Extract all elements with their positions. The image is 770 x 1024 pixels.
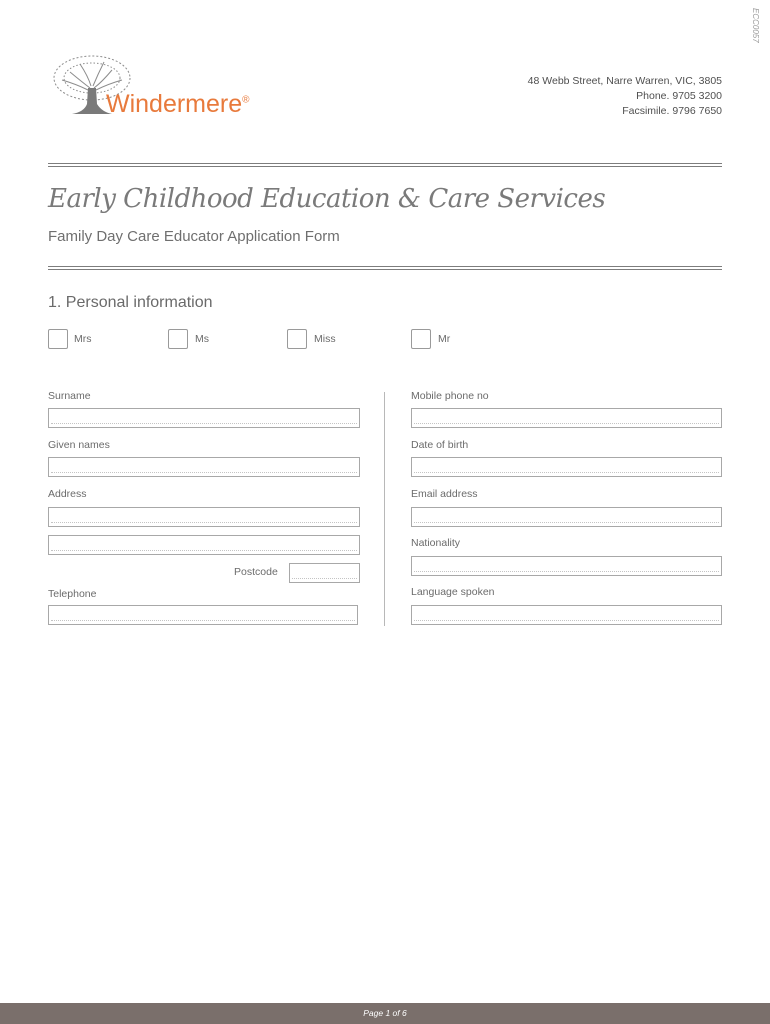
language-field[interactable] [411, 605, 722, 625]
column-divider [384, 392, 385, 626]
mobile-field[interactable] [411, 408, 722, 428]
postcode-field[interactable] [289, 563, 360, 583]
label-surname: Surname [48, 390, 91, 402]
title-divider [48, 266, 722, 270]
checkbox-ms[interactable] [168, 329, 188, 349]
label-mrs: Mrs [74, 333, 92, 345]
page-number: Page 1 of 6 [363, 1008, 407, 1018]
label-postcode: Postcode [234, 566, 278, 578]
label-address: Address [48, 488, 87, 500]
label-miss: Miss [314, 333, 336, 345]
header-divider [48, 163, 722, 167]
contact-block [528, 74, 722, 119]
brand-name: Windermere® [106, 90, 250, 118]
label-email: Email address [411, 488, 478, 500]
checkbox-miss[interactable] [287, 329, 307, 349]
document-code: ECC0057 [751, 8, 760, 43]
contact-phone: Phone. 9705 3200 [636, 90, 722, 102]
surname-field[interactable] [48, 408, 360, 428]
contact-address: 48 Webb Street, Narre Warren, VIC, 3805 [527, 75, 722, 87]
label-nationality: Nationality [411, 537, 461, 549]
given-names-field[interactable] [48, 457, 360, 477]
address-field-line1[interactable] [48, 507, 360, 527]
page-subtitle: Family Day Care Educator Application Form [48, 228, 340, 245]
page-footer [0, 1003, 770, 1024]
label-telephone: Telephone [48, 588, 97, 600]
checkbox-mr[interactable] [411, 329, 431, 349]
label-mr: Mr [438, 333, 451, 345]
telephone-field[interactable] [48, 605, 358, 625]
windermere-logo [50, 52, 280, 124]
label-ms: Ms [195, 333, 209, 345]
section-heading: 1. Personal information [48, 294, 213, 311]
label-mobile: Mobile phone no [411, 390, 489, 402]
label-dob: Date of birth [411, 439, 469, 451]
contact-fax: Facsimile. 9796 7650 [622, 105, 722, 117]
email-field[interactable] [411, 507, 722, 527]
address-field-line2[interactable] [48, 535, 360, 555]
checkbox-mrs[interactable] [48, 329, 68, 349]
nationality-field[interactable] [411, 556, 722, 576]
page-title: Early Childhood Education & Care Services [48, 184, 606, 214]
label-given-names: Given names [48, 439, 110, 451]
label-language: Language spoken [411, 586, 495, 598]
dob-field[interactable] [411, 457, 722, 477]
